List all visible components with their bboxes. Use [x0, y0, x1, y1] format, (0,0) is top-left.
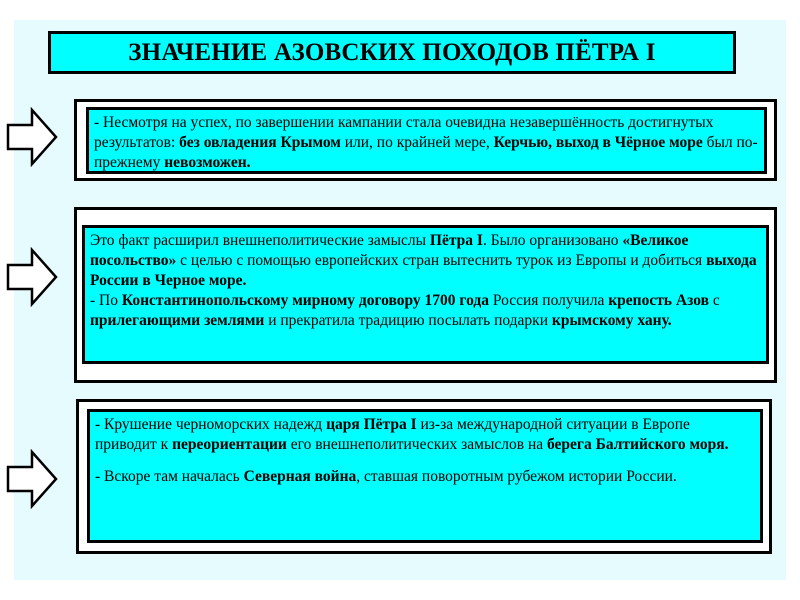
text-run: его внешнеполитических замыслов на	[286, 436, 547, 453]
text-run: - Крушение черноморских надежд	[95, 416, 327, 433]
paragraph-gap	[95, 455, 755, 467]
text-run: - Вскоре там началась	[95, 468, 244, 485]
bold-text-run: без овладения Крымом	[179, 134, 341, 151]
bold-text-run: Константинопольскому мирному договору 1700 года	[121, 292, 489, 309]
text-run: с	[708, 292, 720, 309]
right-arrow-icon	[6, 107, 58, 167]
text-run: Россия получила	[488, 292, 609, 309]
page-title: ЗНАЧЕНИЕ АЗОВСКИХ ПОХОДОВ ПЁТРА I	[48, 31, 736, 74]
bold-text-run: Северная война	[243, 468, 357, 485]
block-2-paragraph-2	[90, 291, 761, 331]
text-run: - Несмотря на успех, по завершении кампании стала очевидна незавершённость достигнутых результатов:	[94, 114, 714, 151]
block-1-paragraph-1	[94, 113, 759, 173]
block-3-paragraph-1	[95, 415, 755, 455]
text-run: и прекратила традицию посылать подарки	[264, 312, 552, 329]
block-2-paragraph-1	[90, 231, 761, 291]
text-run: был по-прежнему	[94, 134, 758, 171]
bold-text-run: невозможен.	[164, 154, 251, 171]
bold-text-run: Керчью, выход в Чёрное море	[493, 134, 703, 151]
text-run: - По	[90, 292, 122, 309]
text-run: с целью с помощью европейских стран вытеснить турок из Европы и добиться	[176, 252, 707, 269]
text-block-3	[87, 409, 763, 543]
bold-text-run: царя Пётра I	[326, 416, 417, 433]
text-block-1	[86, 107, 767, 174]
block-3-paragraph-2	[95, 467, 755, 487]
bold-text-run: крымскому хану.	[551, 312, 672, 329]
bold-text-run: прилегающими землями	[90, 312, 265, 329]
text-run: . Было организовано	[482, 232, 623, 249]
text-run: из-за международной ситуации в Европе приводит к	[95, 416, 690, 453]
right-arrow-icon	[6, 449, 58, 509]
bold-text-run: берега Балтийского моря.	[547, 436, 729, 453]
bold-text-run: выхода России в Черное море.	[90, 252, 757, 289]
bold-text-run: «Великое посольство»	[90, 232, 689, 269]
bold-text-run: переориентации	[172, 436, 287, 453]
bold-text-run: крепость Азов	[608, 292, 709, 309]
bold-text-run: Пётра I	[429, 232, 483, 249]
right-arrow-icon	[6, 247, 58, 307]
text-block-2	[82, 225, 769, 364]
text-run: Это факт расширил внешнеполитические замыслы	[90, 232, 430, 249]
text-run: или, по крайней мере,	[340, 134, 494, 151]
text-run: , ставшая поворотным рубежом истории России.	[356, 468, 677, 485]
